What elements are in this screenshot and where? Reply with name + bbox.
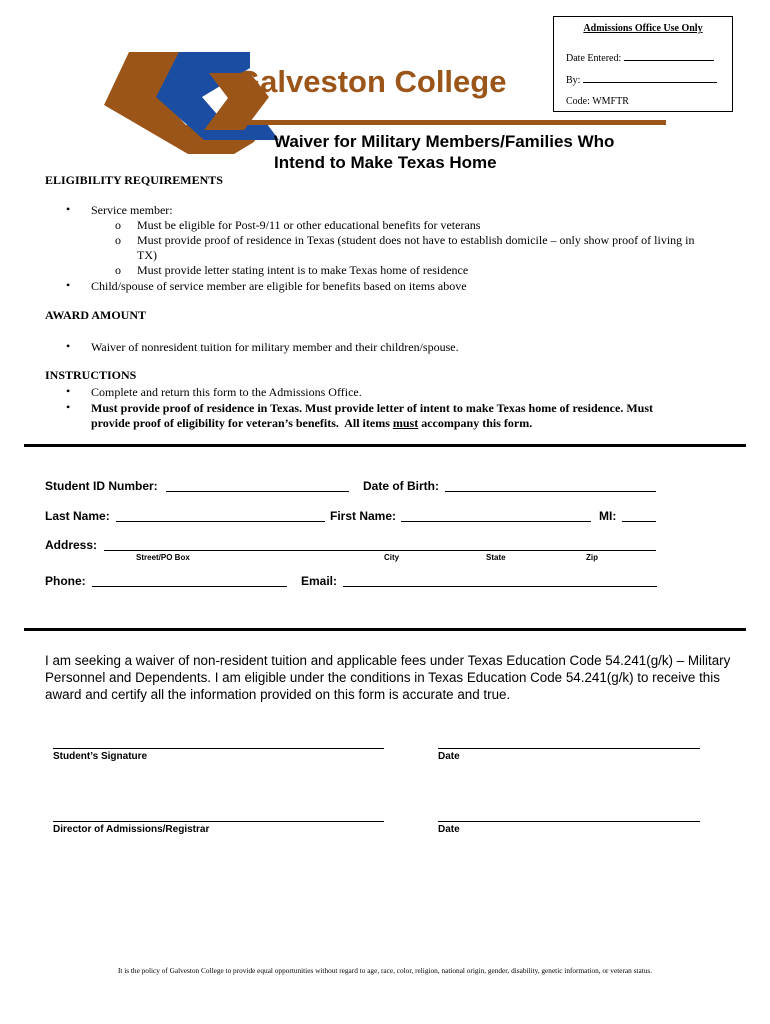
service-member-item: Service member: bbox=[91, 203, 173, 217]
email-field[interactable] bbox=[343, 586, 657, 587]
instruction-item-2-line-2 bbox=[91, 416, 532, 431]
form-title-line-2: Intend to Make Texas Home bbox=[274, 153, 497, 172]
director-date-line[interactable] bbox=[438, 821, 700, 822]
director-signature-line[interactable] bbox=[53, 821, 384, 822]
date-entered-label: Date Entered: bbox=[566, 53, 622, 64]
form-title-line-1: Waiver for Military Members/Families Who bbox=[274, 132, 615, 151]
section-divider bbox=[24, 628, 746, 631]
instruction-item-1: Complete and return this form to the Admissions Office. bbox=[91, 385, 362, 399]
sub-item-2-cont: TX) bbox=[137, 248, 157, 262]
student-id-field[interactable] bbox=[166, 491, 349, 492]
by-label: By: bbox=[566, 75, 581, 86]
zip-sublabel: Zip bbox=[586, 553, 598, 562]
instruction-item-2-line-1: Must provide proof of residence in Texas. Must provide letter of intent to make Texas home of residence. Must bbox=[91, 401, 653, 415]
office-box-title: Admissions Office Use Only bbox=[583, 23, 703, 34]
student-signature-line[interactable] bbox=[53, 748, 384, 749]
dob-field[interactable] bbox=[445, 491, 656, 492]
must-emphasis: must bbox=[392, 416, 419, 430]
instructions-heading: INSTRUCTIONS bbox=[45, 368, 137, 382]
college-name: Galveston College bbox=[236, 64, 507, 99]
student-date-label: Date bbox=[438, 751, 460, 762]
code-text: Code: WMFTR bbox=[566, 96, 629, 107]
student-id-label: Student ID Number: bbox=[45, 479, 158, 493]
instruction-text: provide proof of eligibility for veteran’s benefits. All items bbox=[91, 416, 393, 430]
city-sublabel: City bbox=[384, 553, 400, 562]
bullet-icon: • bbox=[66, 202, 71, 216]
child-spouse-item: Child/spouse of service member are eligible for benefits based on items above bbox=[91, 279, 467, 293]
equal-opportunity-policy: It is the policy of Galveston College to provide equal opportunities without regard to age, race, color, religion, national origin, gender, disability, genetic information, or veteran status. bbox=[117, 966, 653, 975]
address-label: Address: bbox=[45, 538, 98, 552]
circle-bullet-icon: o bbox=[115, 233, 121, 247]
section-divider bbox=[24, 444, 746, 447]
bullet-icon: • bbox=[66, 400, 71, 414]
director-date-label: Date bbox=[438, 824, 460, 835]
eligibility-heading: ELIGIBILITY REQUIREMENTS bbox=[45, 173, 223, 187]
phone-label: Phone: bbox=[45, 574, 86, 588]
sub-item-1: Must be eligible for Post-9/11 or other educational benefits for veterans bbox=[137, 218, 481, 232]
circle-bullet-icon: o bbox=[115, 218, 121, 232]
dob-label: Date of Birth: bbox=[363, 479, 439, 493]
instruction-text: accompany this form. bbox=[418, 416, 533, 430]
award-item: Waiver of nonresident tuition for military member and their children/spouse. bbox=[91, 340, 459, 354]
sub-item-3: Must provide letter stating intent is to make Texas home of residence bbox=[137, 263, 469, 277]
last-name-field[interactable] bbox=[116, 521, 325, 522]
first-name-field[interactable] bbox=[401, 521, 591, 522]
email-label: Email: bbox=[301, 574, 338, 588]
form-title bbox=[274, 131, 714, 173]
street-sublabel: Street/PO Box bbox=[136, 553, 190, 562]
bullet-icon: • bbox=[66, 339, 71, 353]
last-name-label: Last Name: bbox=[45, 509, 110, 523]
address-field[interactable] bbox=[104, 550, 656, 551]
certification-statement: I am seeking a waiver of non-resident tuition and applicable fees under Texas Education Code 54.241(g/k) – Military Personnel and Dependents. I am eligible under the conditions in Texas Education Code 54.241(g/k) to receive this award and certify all the information provided on this form is accurate and true. bbox=[45, 653, 731, 702]
mi-label: MI: bbox=[599, 509, 617, 523]
state-sublabel: State bbox=[486, 553, 506, 562]
student-date-line[interactable] bbox=[438, 748, 700, 749]
director-signature-label: Director of Admissions/Registrar bbox=[53, 824, 210, 835]
circle-bullet-icon: o bbox=[115, 263, 121, 277]
bullet-icon: • bbox=[66, 278, 71, 292]
award-heading: AWARD AMOUNT bbox=[45, 308, 147, 322]
sub-item-2: Must provide proof of residence in Texas (student does not have to establish domicile – only show proof of living in bbox=[137, 233, 695, 247]
phone-field[interactable] bbox=[92, 586, 287, 587]
first-name-label: First Name: bbox=[330, 509, 397, 523]
mi-field[interactable] bbox=[622, 521, 656, 522]
student-signature-label: Student’s Signature bbox=[53, 751, 148, 762]
bullet-icon: • bbox=[66, 384, 71, 398]
